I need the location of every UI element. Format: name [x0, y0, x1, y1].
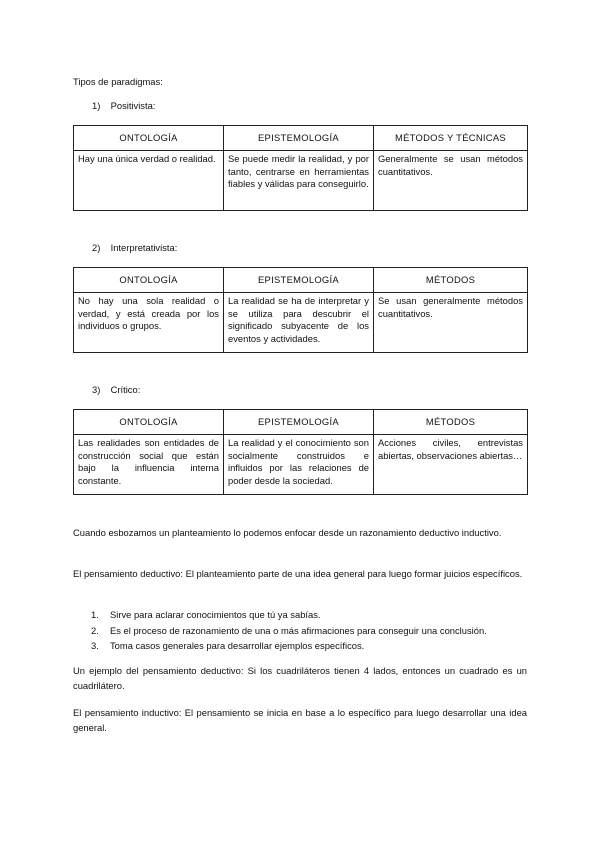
section-title-interpretativista — [92, 242, 177, 253]
cell-epistemologia: La realidad y el conocimiento son socialmente construidos e influidos por las relaciones de poder desde la sociedad. — [224, 435, 374, 495]
paragraph-deductivo: El pensamiento deductivo: El planteamiento parte de una idea general para luego formar juicios específicos. — [73, 568, 523, 579]
header-ontologia: ONTOLOGÍA — [74, 410, 224, 435]
deductive-list — [73, 607, 487, 654]
list-item-text: Es el proceso de razonamiento de una o más afirmaciones para conseguir una conclusión. — [110, 624, 487, 636]
cell-metodos: Acciones civiles, entrevistas abiertas, observaciones abiertas… — [374, 435, 528, 495]
cell-epistemologia: La realidad se ha de interpretar y se utiliza para descubrir el significado subyacente de los eventos y actividades. — [224, 293, 374, 353]
section-number: 1) — [92, 100, 101, 111]
header-epistemologia: EPISTEMOLOGÍA — [224, 268, 374, 293]
table-header-row — [74, 410, 528, 435]
section-title-positivista — [92, 100, 155, 111]
list-item — [73, 607, 487, 623]
table-critico — [73, 409, 528, 495]
cell-metodos: Generalmente se usan métodos cuantitativos. — [374, 151, 528, 211]
table-interpretativista — [73, 267, 528, 353]
section-title-critico — [92, 384, 140, 395]
list-item-text: Sirve para aclarar conocimientos que tú ya sabías. — [110, 609, 321, 620]
table-row — [74, 293, 528, 353]
section-title-text: Crítico: — [110, 384, 141, 395]
table-row — [74, 151, 528, 211]
header-metodos: MÉTODOS Y TÉCNICAS — [374, 126, 528, 151]
paragraph-ejemplo-deductivo: Un ejemplo del pensamiento deductivo: Si los cuadriláteros tienen 4 lados, entonces un cuadrado es un cuadrilátero. — [73, 665, 527, 691]
cell-metodos: Se usan generalmente métodos cuantitativos. — [374, 293, 528, 353]
list-item — [73, 638, 487, 654]
paragraph-planteamiento: Cuando esbozamos un planteamiento lo podemos enfocar desde un razonamiento deductivo inductivo. — [73, 527, 502, 538]
table-header-row — [74, 126, 528, 151]
header-ontologia: ONTOLOGÍA — [74, 268, 224, 293]
header-ontologia: ONTOLOGÍA — [74, 126, 224, 151]
list-item-text: Toma casos generales para desarrollar ejemplos específicos. — [110, 640, 365, 652]
list-item-number: 2. — [91, 624, 99, 636]
header-epistemologia: EPISTEMOLOGÍA — [224, 126, 374, 151]
section-title-text: Interpretativista: — [110, 242, 178, 253]
list-item-number: 3. — [91, 640, 99, 652]
header-metodos: MÉTODOS — [374, 410, 528, 435]
section-number: 2) — [92, 242, 101, 253]
list-item-number: 1. — [91, 609, 99, 620]
header-epistemologia: EPISTEMOLOGÍA — [224, 410, 374, 435]
section-title-text: Positivista: — [110, 100, 156, 111]
cell-ontologia: Las realidades son entidades de construcción social que están bajo la influencia interna constante. — [74, 435, 224, 495]
table-header-row — [74, 268, 528, 293]
cell-ontologia: Hay una única verdad o realidad. — [74, 151, 224, 211]
table-row — [74, 435, 528, 495]
paragraph-inductivo: El pensamiento inductivo: El pensamiento se inicia en base a lo específico para luego desarrollar una idea general. — [73, 707, 527, 733]
cell-epistemologia: Se puede medir la realidad, y por tanto, centrarse en herramientas fiables y válidas para conseguirlo. — [224, 151, 374, 211]
header-metodos: MÉTODOS — [374, 268, 528, 293]
cell-ontologia: No hay una sola realidad o verdad, y está creada por los individuos o grupos. — [74, 293, 224, 353]
table-positivista — [73, 125, 528, 211]
document-heading: Tipos de paradigmas: — [73, 76, 163, 87]
list-item — [73, 623, 487, 639]
section-number: 3) — [92, 384, 101, 395]
